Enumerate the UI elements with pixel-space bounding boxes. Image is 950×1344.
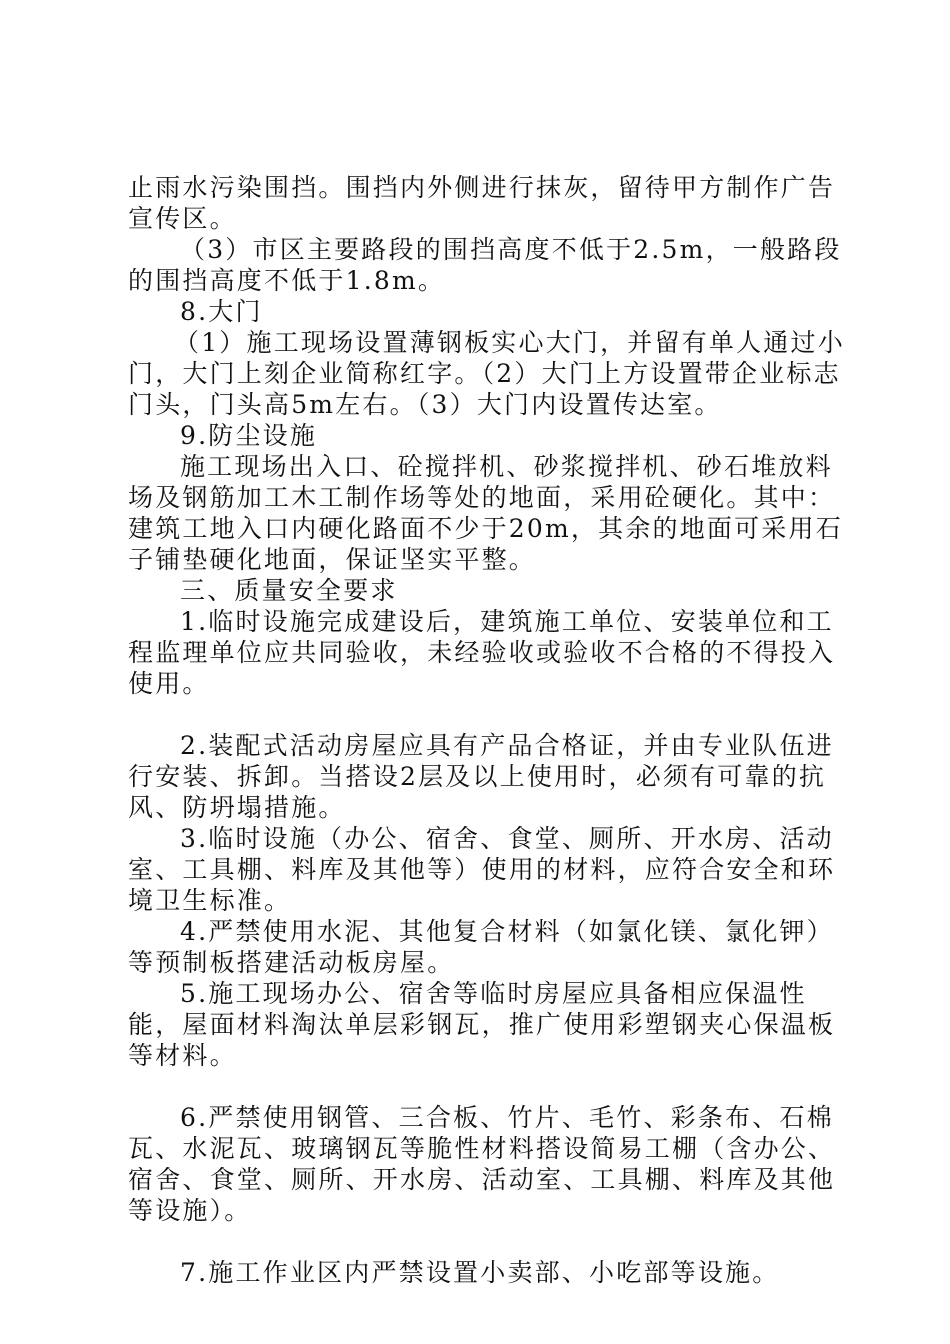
document-body (128, 172, 848, 1288)
paragraph-item-7: 7.施工作业区内严禁设置小卖部、小吃部等设施。 (180, 1258, 780, 1287)
paragraph-hoarding-plaster: 止雨水污染围挡。围挡内外侧进行抹灰，留待甲方制作广告宣传区。 (128, 173, 836, 233)
paragraph-item-4: 4.严禁使用水泥、其他复合材料（如氯化镁、氯化钾）等预制板搭建活动板房屋。 (128, 917, 834, 977)
paragraph-item-2: 2.装配式活动房屋应具有产品合格证，并由专业队伍进行安装、拆卸。当搭设2层及以上使用时，必须有可靠的抗风、防坍塌措施。 (128, 731, 834, 822)
heading-gate: 8.大门 (180, 297, 263, 326)
paragraph-item-1: 1.临时设施完成建设后，建筑施工单位、安装单位和工程监理单位应共同验收，未经验收或验收不合格的不得投入使用。 (128, 607, 836, 698)
paragraph-item-6: 6.严禁使用钢管、三合板、竹片、毛竹、彩条布、石棉瓦、水泥瓦、玻璃钢瓦等脆性材料搭设简易工棚（含办公、宿舍、食堂、厕所、开水房、活动室、工具棚、料库及其他等设施）。 (128, 1103, 836, 1225)
paragraph-item-3: 3.临时设施（办公、宿舍、食堂、厕所、开水房、活动室、工具棚、料库及其他等）使用的材料，应符合安全和环境卫生标准。 (128, 824, 836, 915)
paragraph-item-5: 5.施工现场办公、宿舍等临时房屋应具备相应保温性能，屋面材料淘汰单层彩钢瓦，推广使用彩塑钢夹心保温板等材料。 (128, 979, 836, 1070)
paragraph-dust-control: 施工现场出入口、砼搅拌机、砂浆搅拌机、砂石堆放料场及钢筋加工木工制作场等处的地面，采用砼硬化。其中：建筑工地入口内硬化路面不少于20m，其余的地面可采用石子铺垫硬化地面，保证坚实平整。 (128, 452, 843, 574)
heading-quality-safety: 三、质量安全要求 (180, 576, 398, 605)
paragraph-gate-details: （1）施工现场设置薄钢板实心大门，并留有单人通过小门，大门上刻企业简称红字。（2）大门上方设置带企业标志门头，门头高5m左右。（3）大门内设置传达室。 (128, 328, 845, 419)
heading-dust-control: 9.防尘设施 (180, 421, 318, 450)
paragraph-hoarding-height: （3）市区主要路段的围挡高度不低于2.5m，一般路段的围挡高度不低于1.8m。 (128, 235, 842, 295)
